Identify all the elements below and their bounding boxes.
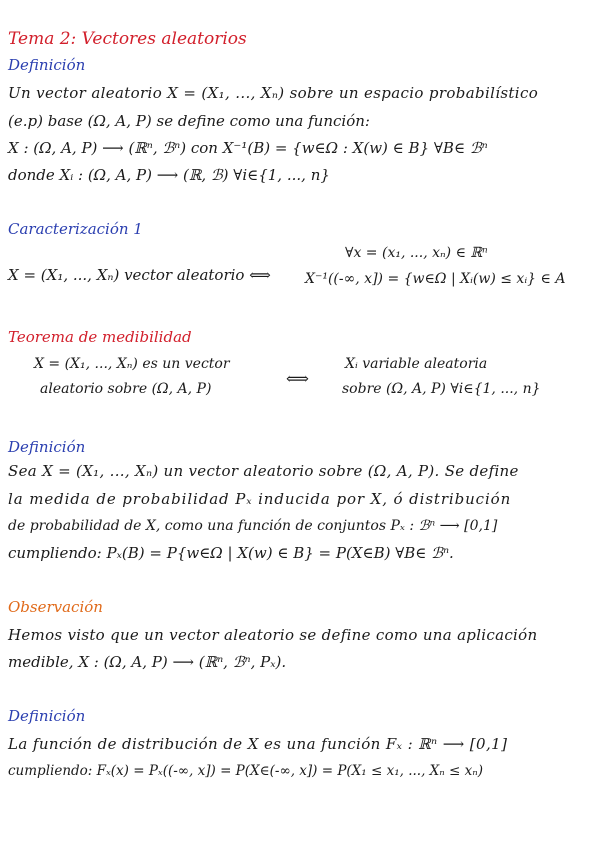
def2-line-2: la medida de probabilidad Pₓ inducida por X, ó distribución: [8, 490, 512, 508]
char-left: X = (X₁, ..., Xₙ) vector aleatorio ⟺: [8, 266, 271, 284]
def1-line-2: (e.p) base (Ω, A, P) se define como una función:: [8, 112, 370, 130]
def1-line-3: X : (Ω, A, P) ⟶ (ℝⁿ, ℬⁿ) con X⁻¹(B) = {w∈Ω : X(w) ∈ B} ∀B∈ ℬⁿ: [8, 139, 488, 157]
char-right: X⁻¹((-∞, x]) = {w∈Ω | Xᵢ(w) ≤ xᵢ} ∈ A: [305, 271, 566, 287]
theorem-heading: Teorema de medibilidad: [8, 328, 192, 346]
obs-line-2: medible, X : (Ω, A, P) ⟶ (ℝⁿ, ℬⁿ, Pₓ).: [8, 653, 287, 671]
theorem-right-line-1: Xᵢ variable aleatoria: [345, 356, 488, 372]
definition-heading-1: Definición: [8, 56, 86, 74]
def1-line-1: Un vector aleatorio X = (X₁, ..., Xₙ) sobre un espacio probabilístico: [8, 84, 539, 102]
definition-heading-2: Definición: [8, 438, 86, 456]
observation-heading: Observación: [8, 598, 103, 616]
def2-line-3: de probabilidad de X, como una función de conjuntos Pₓ : ℬⁿ ⟶ [0,1]: [8, 518, 498, 534]
def2-line-1: Sea X = (X₁, ..., Xₙ) un vector aleatorio sobre (Ω, A, P). Se define: [8, 462, 519, 480]
page-title: Tema 2: Vectores aleatorios: [8, 29, 247, 49]
definition-heading-3: Definición: [8, 707, 86, 725]
obs-line-1: Hemos visto que un vector aleatorio se define como una aplicación: [8, 626, 538, 644]
theorem-left-line-1: X = (X₁, ..., Xₙ) es un vector: [34, 356, 230, 372]
theorem-equivalence: ⟺: [286, 369, 309, 388]
def2-line-4: cumpliendo: Pₓ(B) = P{w∈Ω | X(w) ∈ B} = P(X∈B) ∀B∈ ℬⁿ.: [8, 544, 454, 562]
char-quantifier: ∀x = (x₁, ..., xₙ) ∈ ℝⁿ: [345, 245, 488, 261]
theorem-left-line-2: aleatorio sobre (Ω, A, P): [40, 381, 212, 397]
def1-line-4: donde Xᵢ : (Ω, A, P) ⟶ (ℝ, ℬ) ∀i∈{1, ..., n}: [8, 166, 330, 184]
theorem-right-line-2: sobre (Ω, A, P) ∀i∈{1, ..., n}: [342, 381, 541, 397]
def3-line-1: La función de distribución de X es una función Fₓ : ℝⁿ ⟶ [0,1]: [8, 735, 508, 753]
def3-line-2: cumpliendo: Fₓ(x) = Pₓ((-∞, x]) = P(X∈(-∞, x]) = P(X₁ ≤ x₁, ..., Xₙ ≤ xₙ): [8, 763, 483, 779]
characterization-heading: Caracterización 1: [8, 220, 143, 238]
